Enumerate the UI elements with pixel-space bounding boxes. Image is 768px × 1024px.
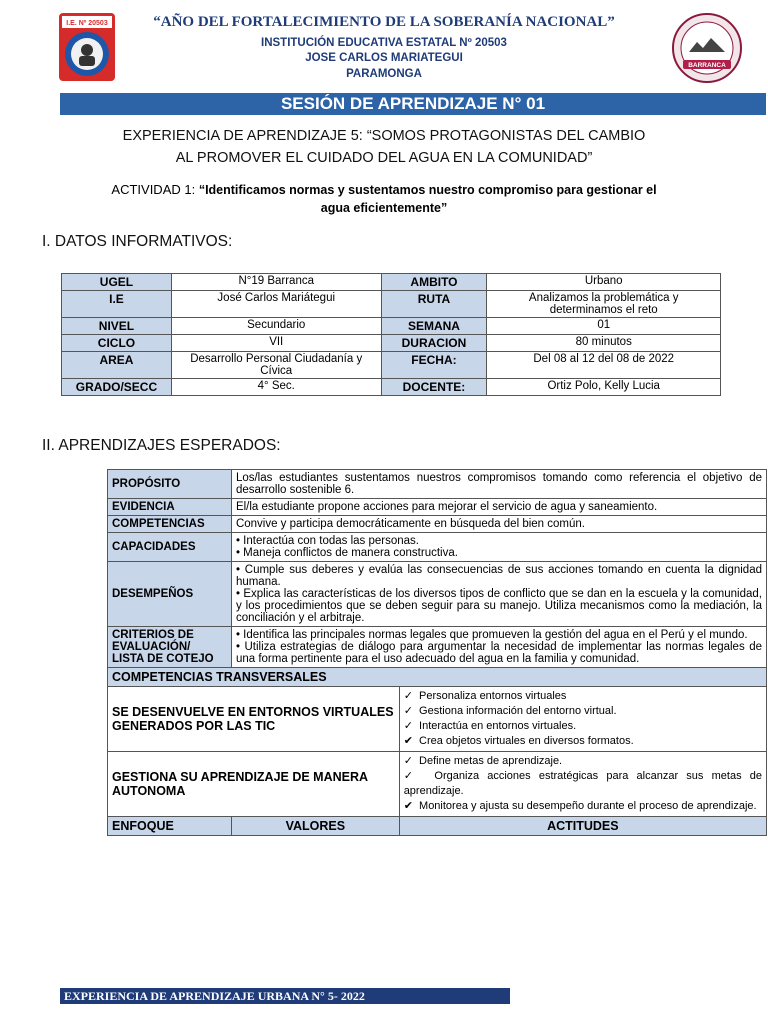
desempenos-list [231,562,766,627]
list-item: ✓ Define metas de aprendizaje. [403,755,563,767]
list-item: ✓ Gestiona información del entorno virtual. [403,705,617,717]
section-aprendizajes-heading: II. APRENDIZAJES ESPERADOS: [42,437,281,454]
activity-label: ACTIVIDAD 1: [111,182,199,197]
area-label: AREA [62,352,172,379]
evidencia-label: EVIDENCIA [108,499,232,516]
ambito-label: AMBITO [381,274,487,291]
table-row [108,533,767,562]
table-row [108,752,767,817]
ciclo-label: CICLO [62,335,172,352]
fecha-value: Del 08 al 12 del 08 de 2022 [487,352,721,379]
duracion-value: 80 minutos [487,335,721,352]
ie-label: I.E [62,291,172,318]
docente-value: Ortiz Polo, Kelly Lucia [487,379,721,396]
tic-competency: SE DESENVUELVE EN ENTORNOS VIRTUALES GENERADOS POR LAS TIC [108,687,400,752]
school-name: JOSE CARLOS MARIATEGUI [305,52,463,64]
list-item: ✔ Monitorea y ajusta su desempeño durante el proceso de aprendizaje. [403,800,757,812]
table-row [62,318,721,335]
section-datos-heading: I. DATOS INFORMATIVOS: [42,233,233,250]
tic-list [399,687,766,752]
nivel-label: NIVEL [62,318,172,335]
criterios-label: CRITERIOS DE EVALUACIÓN/ LISTA DE COTEJO [108,627,232,668]
check-icon: ✓ [403,755,413,767]
criterios-list [231,627,766,668]
list-item: • Identifica las principales normas legales que promueven la gestión del agua en el Perú y el mundo. [235,629,748,641]
ugel-value: N°19 Barranca [171,274,381,291]
ie-value: José Carlos Mariátegui [171,291,381,318]
table-row [108,627,767,668]
list-item: • Utiliza estrategias de diálogo para argumentar la necesidad de implementar las normas legales de una forma pertinente para el uso adecuado del agua en la familia y comunidad. [235,641,762,665]
list-item: • Interactúa con todas las personas. [235,535,419,547]
table-row [108,687,767,752]
check-icon: ✓ [403,720,413,732]
logo-left-label: I.E. Nº 20503 [66,20,108,27]
table-row [62,274,721,291]
capacidades-list [231,533,766,562]
list-item: ✓ Organiza acciones estratégicas para alcanzar sus metas de aprendizaje. [403,770,762,797]
list-item: ✔ Crea objetos virtuales en diversos formatos. [403,735,634,747]
ciclo-value: VII [171,335,381,352]
competencias-label: COMPETENCIAS [108,516,232,533]
proposito-value: Los/las estudiantes sustentamos nuestros compromisos tomando como referencia el objetivo de desarrollo sostenible 6. [231,470,766,499]
ruta-value: Analizamos la problemática y determinamos el reto [487,291,721,318]
valores-header: VALORES [231,817,399,836]
table-row [108,562,767,627]
check-icon: ✓ [403,690,413,702]
check-icon: ✔ [403,800,413,812]
table-row [62,352,721,379]
activity-line2: agua eficientemente” [320,201,448,215]
proposito-label: PROPÓSITO [108,470,232,499]
desempenos-label: DESEMPEÑOS [108,562,232,627]
table-row [108,668,767,687]
footer-banner: EXPERIENCIA DE APRENDIZAJE URBANA N° 5- 2022 [60,988,510,1004]
city-name: PARAMONGA [346,68,422,80]
area-value: Desarrollo Personal Ciudadanía y Cívica [171,352,381,379]
nivel-value: Secundario [171,318,381,335]
table-row [108,516,767,533]
table-row [108,499,767,516]
datos-table [61,273,721,396]
gestiona-list [399,752,766,817]
table-row [108,470,767,499]
grado-label: GRADO/SECC [62,379,172,396]
activity-text: “Identificamos normas y sustentamos nuestro compromiso para gestionar el [198,183,657,197]
table-row [62,335,721,352]
check-icon: ✓ [403,770,419,782]
transversales-header: COMPETENCIAS TRANSVERSALES [108,668,767,687]
check-icon: ✓ [403,705,413,717]
table-row [108,817,767,836]
capacidades-label: CAPACIDADES [108,533,232,562]
table-row [62,379,721,396]
experience-title-line1: EXPERIENCIA DE APRENDIZAJE 5: “SOMOS PROTAGONISTAS DEL CAMBIO [122,128,646,144]
check-icon: ✔ [403,735,413,747]
list-item: ✓ Interactúa en entornos virtuales. [403,720,577,732]
ruta-label: RUTA [381,291,487,318]
actitudes-header: ACTITUDES [399,817,766,836]
list-item: • Maneja conflictos de manera constructiva. [235,547,458,559]
competencias-value: Convive y participa democráticamente en búsqueda del bien común. [231,516,766,533]
evidencia-value: El/la estudiante propone acciones para mejorar el servicio de agua y saneamiento. [231,499,766,516]
aprendizajes-table [107,469,767,836]
ugel-label: UGEL [62,274,172,291]
gestiona-competency: GESTIONA SU APRENDIZAJE DE MANERA AUTONOMA [108,752,400,817]
enfoque-header: ENFOQUE [108,817,232,836]
semana-label: SEMANA [381,318,487,335]
year-title: “AÑO DEL FORTALECIMIENTO DE LA SOBERANÍA NACIONAL” [153,14,615,30]
list-item: • Cumple sus deberes y evalúa las consecuencias de sus acciones tomando en cuenta la dignidad humana. [235,564,762,588]
logo-right-label: BARRANCA [688,62,726,69]
session-banner: SESIÓN DE APRENDIZAJE N° 01 [60,93,766,115]
grado-value: 4° Sec. [171,379,381,396]
duracion-label: DURACION [381,335,487,352]
activity-line1 [0,182,768,197]
ambito-value: Urbano [487,274,721,291]
institution-name: INSTITUCIÓN EDUCATIVA ESTATAL Nº 20503 [261,37,507,49]
list-item: ✓ Personaliza entornos virtuales [403,690,567,702]
table-row [62,291,721,318]
experience-title-line2: AL PROMOVER EL CUIDADO DEL AGUA EN LA COMUNIDAD” [175,150,593,166]
docente-label: DOCENTE: [381,379,487,396]
fecha-label: FECHA: [381,352,487,379]
semana-value: 01 [487,318,721,335]
list-item: • Explica las características de los diversos tipos de conflicto que se dan en la escuela y la comunidad, y los procedimientos que se deben seguir para su manejo. Utiliza mecanismos como la mediación, la conciliación y el arbitraje. [235,588,762,624]
